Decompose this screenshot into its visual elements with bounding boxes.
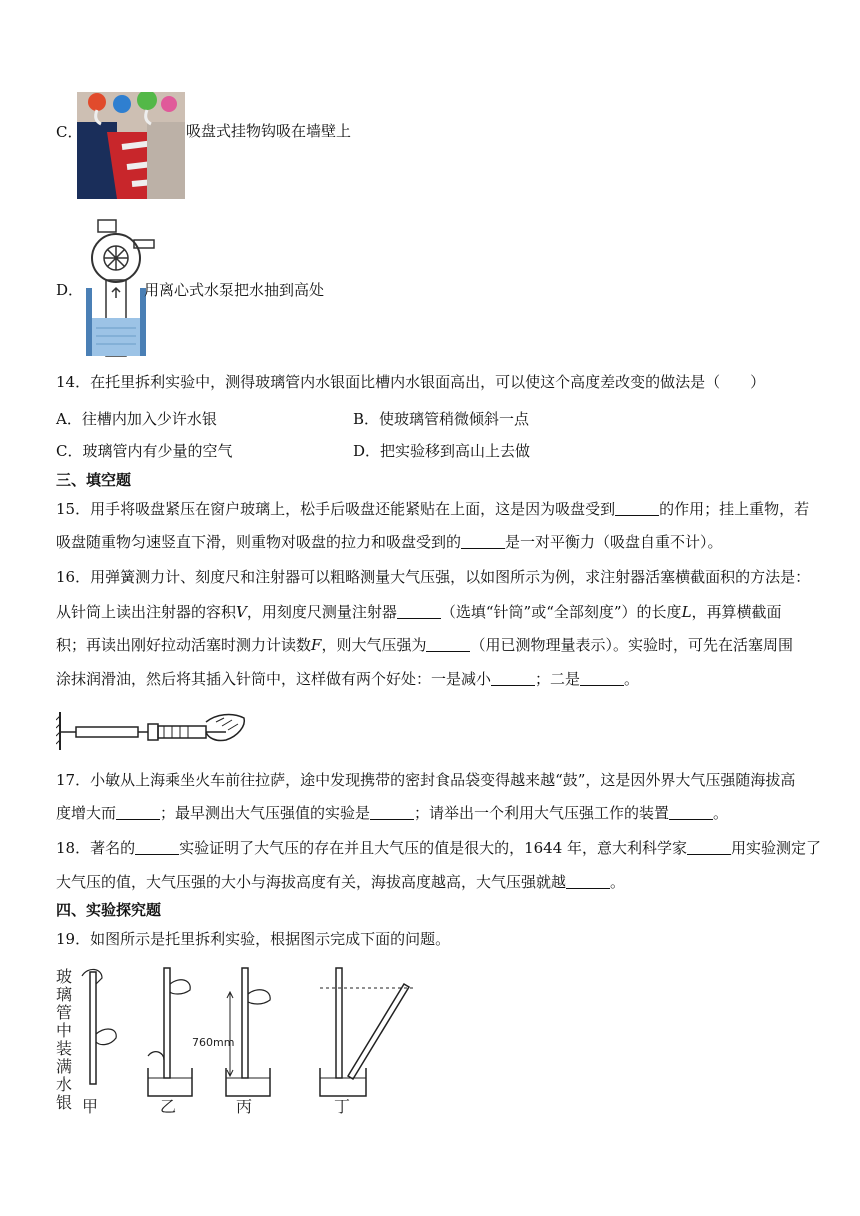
variable-l: L bbox=[681, 603, 692, 621]
variable-v: V bbox=[236, 603, 247, 621]
q16-text: ，用刻度尺测量注射器 bbox=[246, 603, 397, 621]
vertical-label-char: 装 bbox=[56, 1039, 73, 1058]
figure-label-jia: 甲 bbox=[82, 1097, 99, 1116]
tube-ding-vertical bbox=[336, 968, 342, 1078]
question-17-line-1: 17．小敏从上海乘坐火车前往拉萨，途中发现携带的密封食品袋变得越来越“鼓”，这是因外界大气压强随海拔高 bbox=[56, 771, 796, 789]
question-14-stem: 14．在托里拆利实验中，测得玻璃管内水银面比槽内水银面高出，可以使这个高度差改变的做法是（ ） bbox=[56, 373, 766, 391]
figure-label-yi: 乙 bbox=[160, 1097, 177, 1116]
option-c-text: 吸盘式挂物钩吸在墙壁上 bbox=[186, 122, 352, 140]
tube-ding-tilted bbox=[348, 984, 409, 1079]
hand-icon bbox=[170, 980, 190, 994]
answer-blank[interactable] bbox=[491, 671, 535, 686]
q16-text: （用已测物理量表示）。实验时，可先在活塞周围 bbox=[470, 636, 793, 654]
question-19-stem: 19．如图所示是托里拆利实验，根据图示完成下面的问题。 bbox=[56, 930, 451, 948]
q16-text: ，则大气压强为 bbox=[321, 636, 427, 654]
q16-text: 从针筒上读出注射器的容积 bbox=[56, 603, 237, 621]
q15-text: 15．用手将吸盘紧压在窗户玻璃上，松手后吸盘还能紧贴在上面，这是因为吸盘受到 bbox=[56, 500, 616, 518]
q18-text: 18．著名的 bbox=[56, 839, 136, 857]
section-4-heading: 四、实验探究题 bbox=[56, 901, 162, 919]
question-18-line-1 bbox=[56, 838, 821, 858]
q16-text: 。 bbox=[624, 670, 640, 688]
option-c-letter: C． bbox=[56, 123, 83, 141]
answer-blank[interactable] bbox=[461, 534, 505, 549]
answer-blank[interactable] bbox=[135, 840, 179, 855]
question-14-option-a: A．往槽内加入少许水银 bbox=[56, 410, 217, 428]
q17-text: 。 bbox=[713, 804, 729, 822]
vertical-label-char: 玻 bbox=[56, 967, 73, 986]
vertical-label-char: 管 bbox=[56, 1003, 73, 1022]
q17-text: ；最早测出大气压强值的实验是 bbox=[160, 804, 371, 822]
q16-text: ，再算横截面 bbox=[691, 603, 782, 621]
answer-blank[interactable] bbox=[669, 805, 713, 820]
question-16-line-2 bbox=[56, 602, 782, 622]
torricelli-figure bbox=[52, 962, 424, 1122]
height-label: 760mm bbox=[192, 1036, 235, 1049]
q18-text: 。 bbox=[610, 873, 626, 891]
variable-f: F bbox=[311, 636, 322, 654]
vertical-label-char: 满 bbox=[56, 1057, 73, 1076]
figure-label-bing: 丙 bbox=[236, 1097, 253, 1116]
tube-jia bbox=[90, 972, 96, 1084]
q15-text: 吸盘随重物匀速竖直下滑，则重物对吸盘的拉力和吸盘受到的 bbox=[56, 533, 462, 551]
q16-text: 涂抹润滑油，然后将其插入针筒中，这样做有两个好处：一是减小 bbox=[56, 670, 492, 688]
section-3-heading: 三、填空题 bbox=[56, 471, 132, 489]
vertical-label-char: 中 bbox=[56, 1021, 73, 1040]
question-17-line-2 bbox=[56, 803, 728, 823]
q17-text: 度增大而 bbox=[56, 804, 117, 822]
question-18-line-2 bbox=[56, 872, 625, 892]
question-16-line-3 bbox=[56, 635, 793, 655]
question-14-option-c: C．玻璃管内有少量的空气 bbox=[56, 442, 233, 460]
answer-blank[interactable] bbox=[580, 671, 624, 686]
option-d-text: 用离心式水泵把水抽到高处 bbox=[144, 281, 325, 299]
q17-text: ；请举出一个利用大气压强工作的装置 bbox=[414, 804, 670, 822]
q16-text: （选填“针筒”或“全部刻度”）的长度 bbox=[440, 603, 682, 621]
q15-text: 的作用；挂上重物，若 bbox=[659, 500, 810, 518]
hand-icon bbox=[148, 1052, 164, 1060]
vertical-label-char: 水 bbox=[56, 1075, 73, 1094]
q16-text: ；二是 bbox=[535, 670, 581, 688]
q18-text: 大气压的值，大气压强的大小与海拔高度有关，海拔高度越高，大气压强就越 bbox=[56, 873, 567, 891]
answer-blank[interactable] bbox=[397, 604, 441, 619]
question-16-line-1: 16．用弹簧测力计、刻度尺和注射器可以粗略测量大气压强，以如图所示为例，求注射器活塞横截面积的方法是： bbox=[56, 568, 811, 586]
syringe-figure bbox=[56, 708, 248, 754]
answer-blank[interactable] bbox=[615, 501, 659, 516]
q16-text: 积；再读出刚好拉动活塞时测力计读数 bbox=[56, 636, 312, 654]
tube-bing bbox=[242, 968, 248, 1078]
vertical-label-char: 璃 bbox=[56, 985, 73, 1004]
answer-blank[interactable] bbox=[566, 874, 610, 889]
question-15-line-2 bbox=[56, 532, 723, 552]
answer-blank[interactable] bbox=[426, 637, 470, 652]
answer-blank[interactable] bbox=[116, 805, 160, 820]
answer-blank[interactable] bbox=[370, 805, 414, 820]
question-14-option-d: D．把实验移到高山上去做 bbox=[353, 442, 531, 460]
option-d-letter: D． bbox=[56, 281, 84, 299]
q15-text: 是一对平衡力（吸盘自重不计）。 bbox=[505, 533, 723, 551]
question-14-option-b: B．使玻璃管稍微倾斜一点 bbox=[353, 410, 530, 428]
suction-hook-photo bbox=[77, 92, 185, 199]
hand-icon bbox=[96, 1029, 116, 1045]
figure-label-ding: 丁 bbox=[334, 1097, 351, 1116]
answer-blank[interactable] bbox=[687, 840, 731, 855]
question-15-line-1 bbox=[56, 499, 809, 519]
q18-text: 实验证明了大气压的存在并且大气压的值是很大的，1644 年，意大利科学家 bbox=[179, 839, 688, 857]
q18-text: 用实验测定了 bbox=[731, 839, 822, 857]
mercury-dish bbox=[320, 1068, 366, 1096]
question-16-line-4 bbox=[56, 669, 639, 689]
tube-yi bbox=[164, 968, 170, 1078]
hand-icon bbox=[248, 990, 270, 1004]
vertical-label-char: 银 bbox=[56, 1093, 73, 1112]
